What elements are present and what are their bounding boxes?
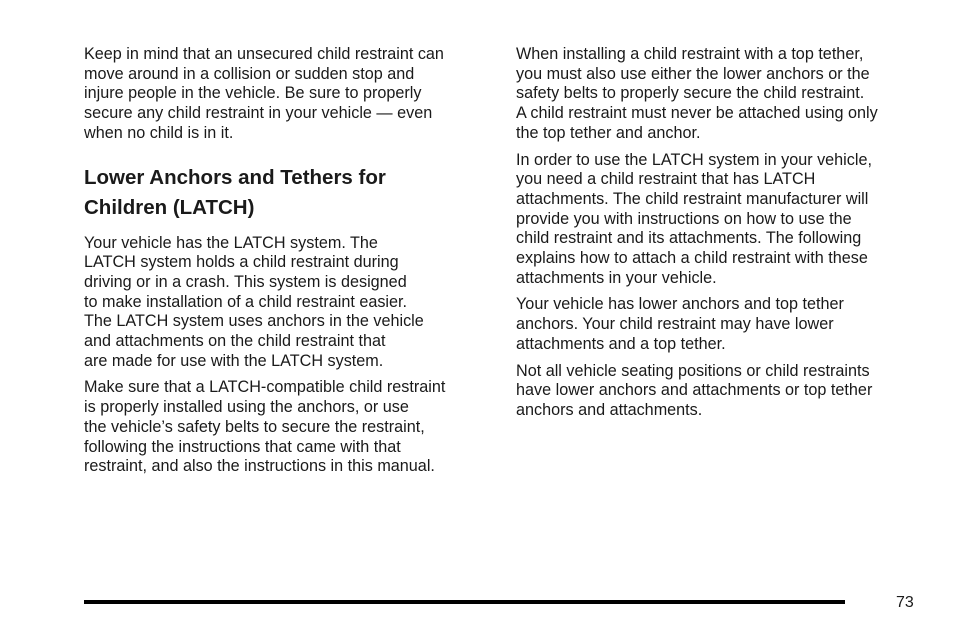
- right-column: [516, 45, 916, 428]
- latch-usage-paragraph: In order to use the LATCH system in your vehicle, you need a child restraint that has LATCH attachments. The child restraint manufacturer will provide you with instructions on how to use the child restraint and its attachments. The following explains how to attach a child restraint with these attachments in your vehicle.: [516, 150, 872, 287]
- footer-rule: [84, 600, 845, 604]
- page-number: 73: [896, 594, 914, 611]
- section-heading: Lower Anchors and Tethers for Children (LATCH): [84, 165, 386, 219]
- seating-positions-paragraph: Not all vehicle seating positions or child restraints have lower anchors and attachments or top tether anchors and attachments.: [516, 361, 873, 419]
- top-tether-paragraph: When installing a child restraint with a top tether, you must also use either the lower anchors or the safety belts to properly secure the child restraint. A child restraint must never be attached using only the top tether and anchor.: [516, 45, 878, 142]
- anchors-paragraph: Your vehicle has lower anchors and top tether anchors. Your child restraint may have lower attachments and a top tether.: [516, 295, 844, 353]
- intro-paragraph: Keep in mind that an unsecured child restraint can move around in a collision or sudden stop and injure people in the vehicle. Be sure to properly secure any child restraint in your vehicle — even when no child is in it.: [84, 45, 444, 142]
- latch-compatible-paragraph: Make sure that a LATCH-compatible child restraint is properly installed using the anchors, or use the vehicle’s safety belts to secure the restraint, following the instructions that came with that restraint, and also the instructions in this manual.: [84, 378, 446, 476]
- latch-system-paragraph: Your vehicle has the LATCH system. The LATCH system holds a child restraint during driving or in a crash. This system is designed to make installation of a child restraint easier. The LATCH system uses anchors in the vehicle and attachments on the child restraint that are made for use with the LATCH system.: [84, 233, 424, 370]
- left-column: [84, 45, 484, 484]
